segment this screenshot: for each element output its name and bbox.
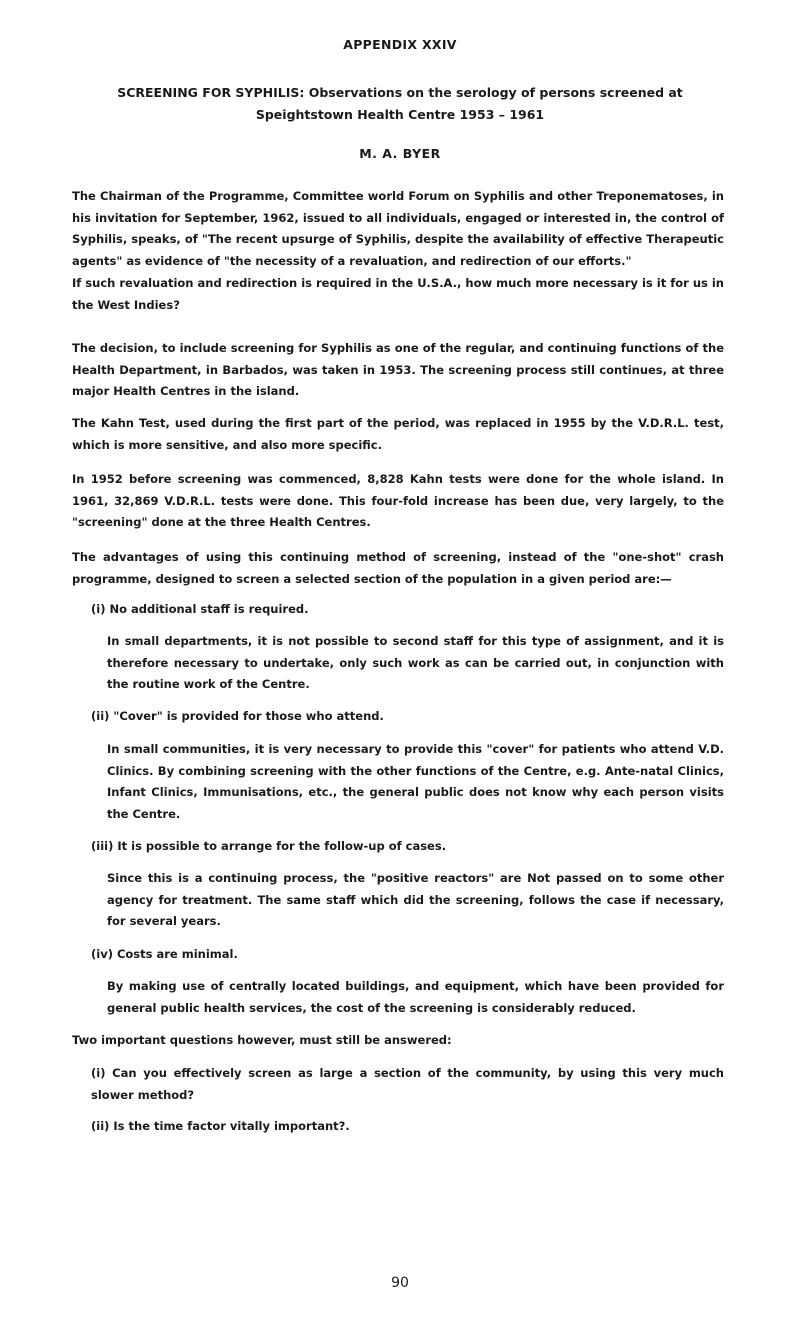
advantage-2-body: In small communities, it is very necessary to provide this "cover" for patients who attend V.D. Clinics. By combining screening with the other functions of the Centre, e.g. Ante-natal Clinics, Infant Clinics, Immunisations, etc., the general public does not know why each person visits the Centre. xyxy=(107,742,724,821)
question-1: (i) Can you effectively screen as large a section of the community, by using this very much slower method? xyxy=(91,1066,724,1102)
title-line-1: SCREENING FOR SYPHILIS: Observations on the serology of persons screened at xyxy=(117,85,683,100)
page-number: 90 xyxy=(391,1275,409,1291)
advantage-2-heading: (ii) "Cover" is provided for those who attend. xyxy=(91,709,384,723)
advantage-3-body: Since this is a continuing process, the "positive reactors" are Not passed on to some other agency for treatment. The same staff which did the screening, follows the case if necessary, for several years. xyxy=(107,871,724,928)
advantage-1-heading: (i) No additional staff is required. xyxy=(91,602,309,616)
paragraph-3: The decision, to include screening for Syphilis as one of the regular, and continuing functions of the Health Department, in Barbados, was taken in 1953. The screening process still continues, at three major Health Centres in the island. xyxy=(72,341,724,398)
advantage-4-body: By making use of centrally located buildings, and equipment, which have been provided for general public health services, the cost of the screening is considerably reduced. xyxy=(107,979,724,1015)
question-2: (ii) Is the time factor vitally important?. xyxy=(91,1119,350,1133)
paragraph-1: The Chairman of the Programme, Committee world Forum on Syphilis and other Treponematoses, in his invitation for September, 1962, issued to all individuals, engaged or interested in, the control of Syphilis, speaks, of "The recent upsurge of Syphilis, despite the availability of effective Therapeutic agents" as evidence of "the necessity of a revaluation, and redirection of our efforts." xyxy=(72,189,724,268)
title-line-2: Speightstown Health Centre 1953 – 1961 xyxy=(255,107,545,122)
appendix-heading: APPENDIX XXIV xyxy=(343,37,457,52)
advantage-3-heading: (iii) It is possible to arrange for the follow-up of cases. xyxy=(91,839,447,853)
author-name: M. A. BYER xyxy=(359,146,441,161)
paragraph-questions-intro: Two important questions however, must still be answered: xyxy=(72,1033,452,1047)
document-title xyxy=(0,82,800,126)
paragraph-2: If such revaluation and redirection is required in the U.S.A., how much more necessary is it for us in the West Indies? xyxy=(72,276,724,312)
paragraph-4: The Kahn Test, used during the first part of the period, was replaced in 1955 by the V.D.R.L. test, which is more sensitive, and also more specific. xyxy=(72,416,724,452)
advantage-1-body: In small departments, it is not possible to second staff for this type of assignment, and it is therefore necessary to undertake, only such work as can be carried out, in conjunction with the routine work of the Centre. xyxy=(107,634,724,691)
advantage-4-heading: (iv) Costs are minimal. xyxy=(91,947,238,961)
paragraph-6: The advantages of using this continuing method of screening, instead of the "one-shot" crash programme, designed to screen a selected section of the population in a given period are:— xyxy=(72,550,724,586)
paragraph-5: In 1952 before screening was commenced, 8,828 Kahn tests were done for the whole island. In 1961, 32,869 V.D.R.L. tests were done. This four-fold increase has been due, very largely, to the "screening" done at the three Health Centres. xyxy=(72,472,724,529)
